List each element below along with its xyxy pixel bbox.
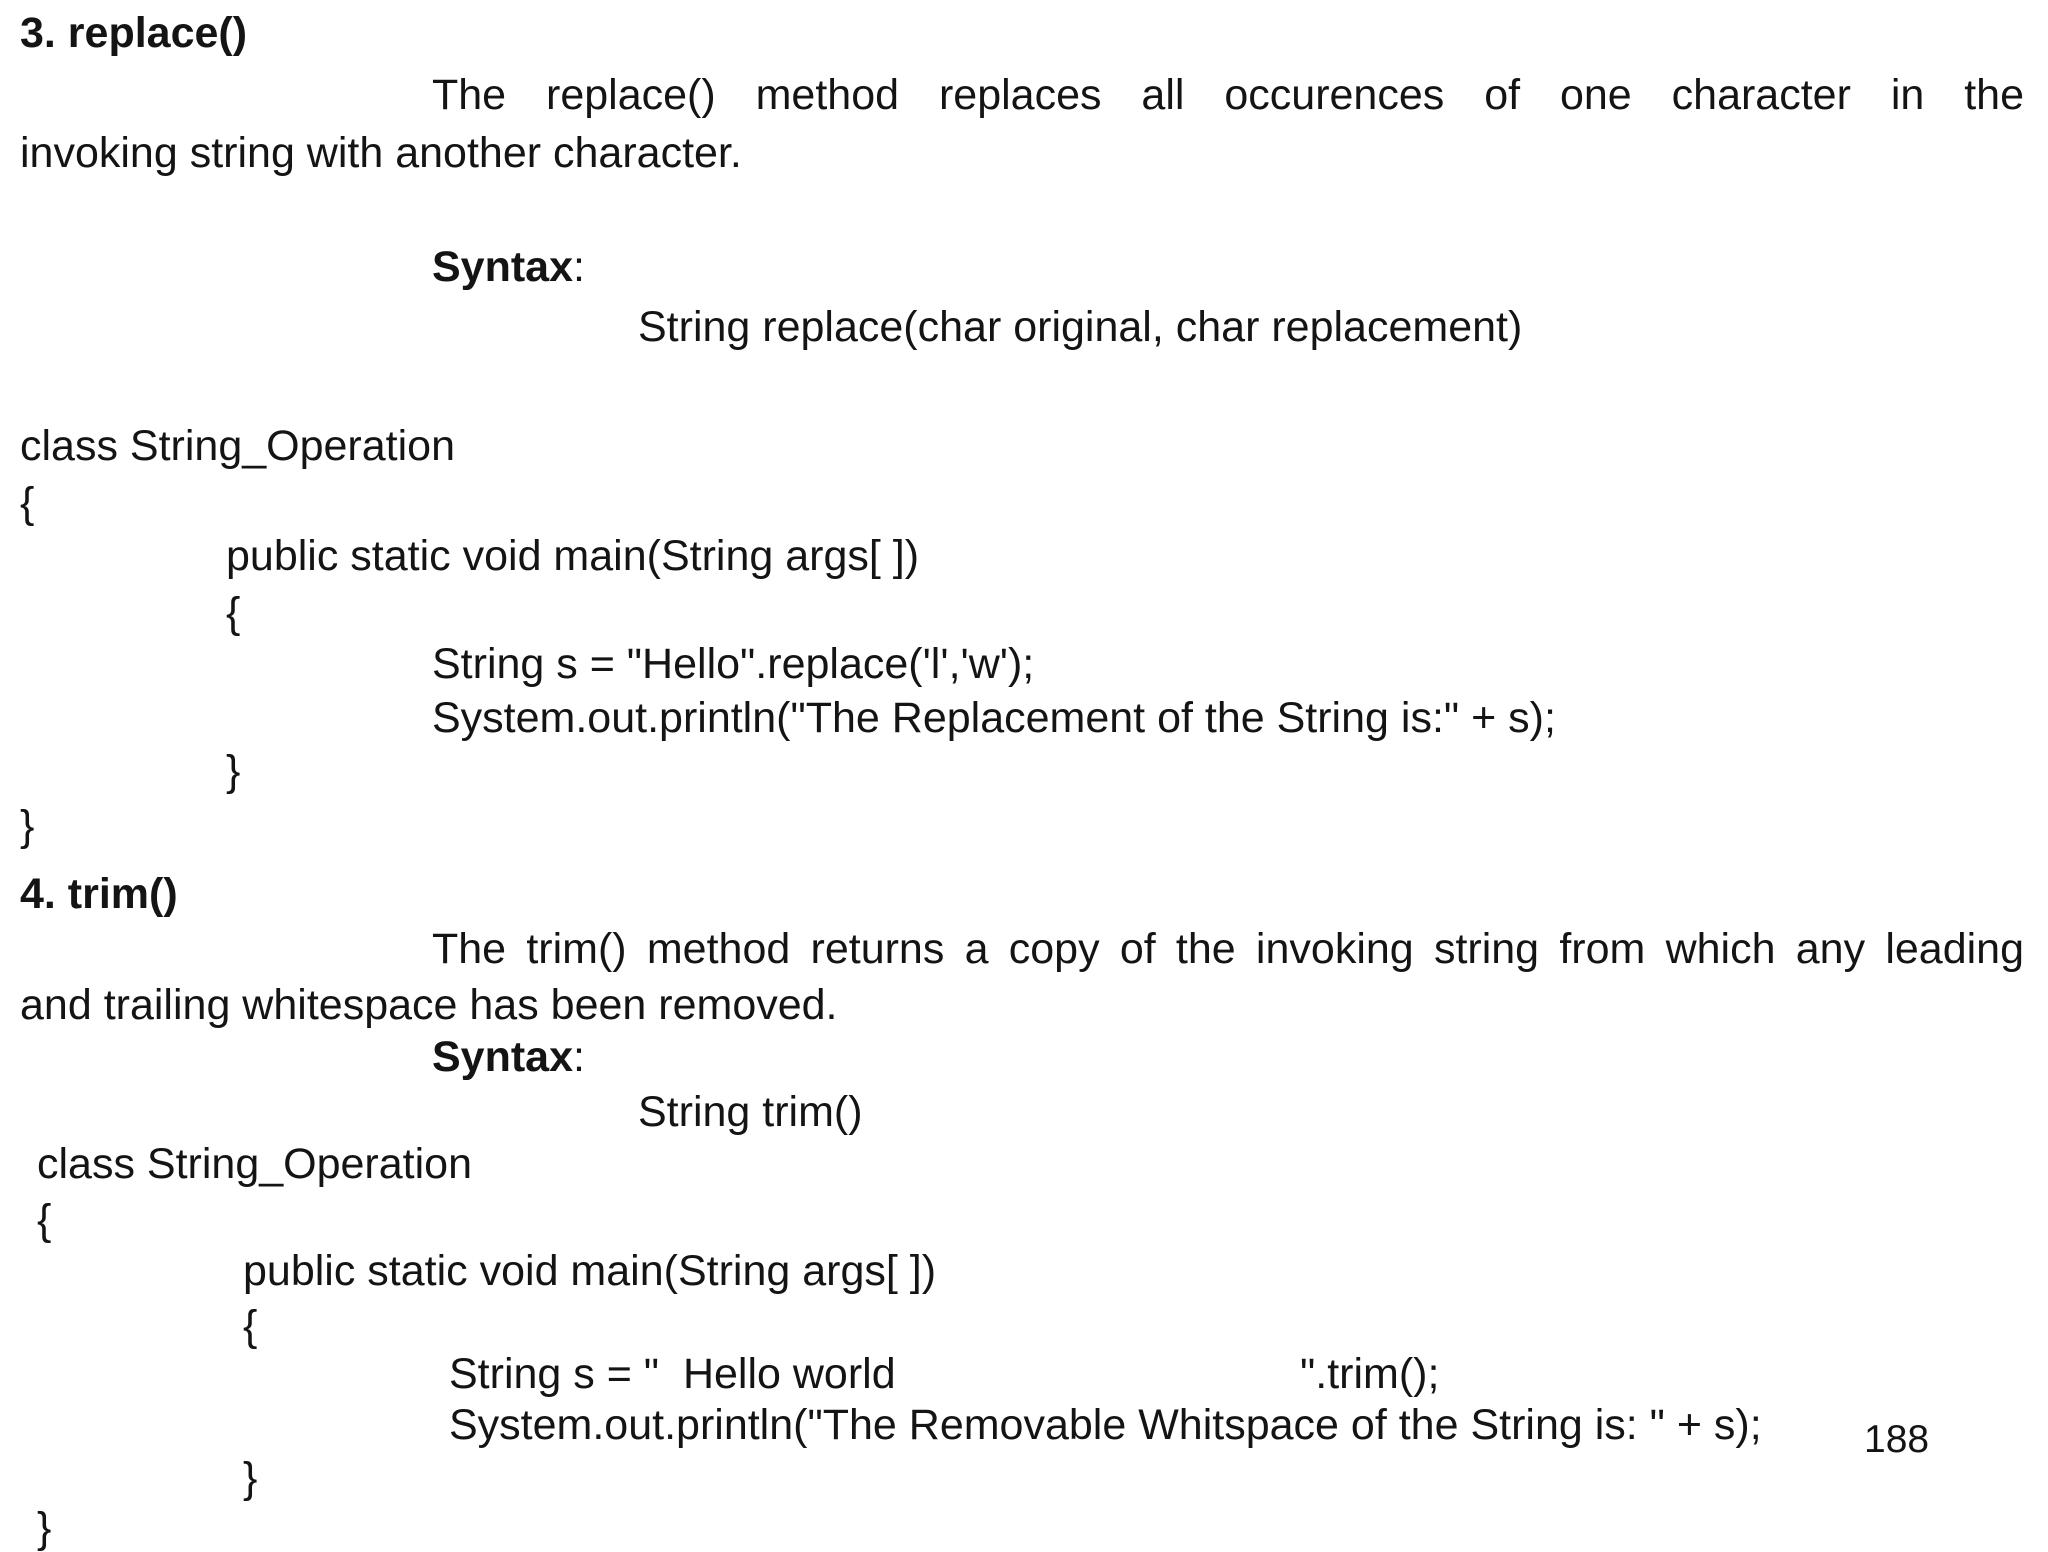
replace-code-close-brace: }	[20, 802, 35, 850]
trim-code-close-brace: }	[37, 1504, 52, 1552]
section-heading-replace: 3. replace()	[20, 9, 248, 57]
replace-code-stmt2: System.out.println("The Replacement of the String is:" + s);	[432, 694, 1556, 742]
syntax-colon: :	[573, 243, 585, 291]
replace-syntax-signature: String replace(char original, char replacement)	[638, 303, 1523, 351]
replace-description-line2: invoking string with another character.	[20, 129, 742, 177]
trim-code-class-line: class String_Operation	[37, 1140, 472, 1188]
trim-code-stmt2: System.out.println("The Removable Whitspace of the String is: " + s);	[449, 1401, 1762, 1449]
replace-code-stmt1: String s = "Hello".replace('l','w');	[432, 640, 1035, 688]
trim-description-line1: The trim() method returns a copy of the invoking string from which any leading	[432, 925, 2024, 973]
section-heading-trim: 4. trim()	[20, 870, 178, 918]
replace-code-open-brace: {	[20, 479, 35, 527]
replace-code-class-line: class String_Operation	[20, 422, 455, 470]
syntax-colon: :	[573, 1033, 585, 1081]
trim-code-main-line: public static void main(String args[ ])	[243, 1247, 937, 1295]
trim-code-main-open: {	[243, 1302, 258, 1350]
trim-syntax-signature: String trim()	[638, 1088, 863, 1136]
syntax-label-text: Syntax	[432, 243, 574, 291]
trim-code-main-close: }	[243, 1454, 258, 1502]
trim-syntax-label	[432, 1033, 585, 1081]
syntax-label-text: Syntax	[432, 1033, 574, 1081]
trim-code-stmt1-part2: ".trim();	[1300, 1350, 1440, 1398]
page-number: 188	[1864, 1418, 1930, 1461]
trim-description-line2: and trailing whitespace has been removed.	[20, 981, 838, 1029]
replace-code-main-line: public static void main(String args[ ])	[226, 532, 920, 580]
replace-code-main-close: }	[226, 747, 241, 795]
replace-description-line1: The replace() method replaces all occurences of one character in the	[432, 71, 2024, 119]
trim-code-open-brace: {	[37, 1196, 52, 1244]
replace-code-main-open: {	[226, 589, 241, 637]
trim-code-stmt1-part1: String s = " Hello world	[449, 1350, 896, 1398]
replace-syntax-label	[432, 243, 585, 291]
